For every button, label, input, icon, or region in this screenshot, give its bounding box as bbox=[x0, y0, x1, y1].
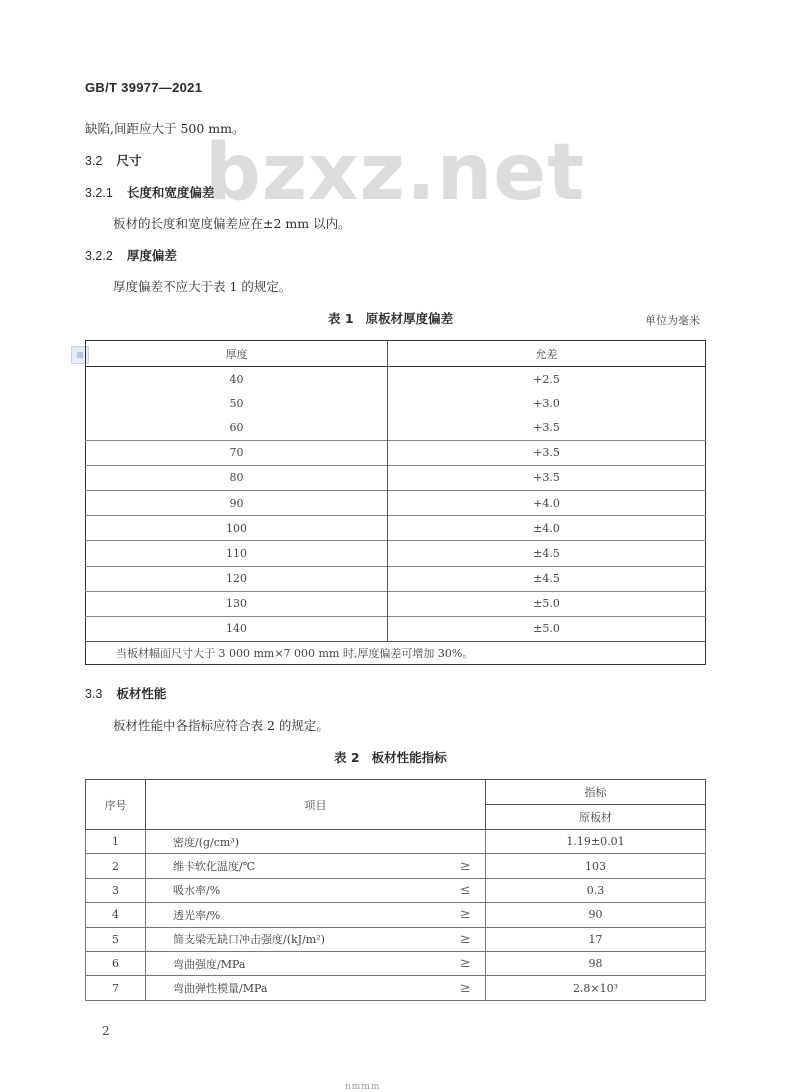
value-cell: 98 bbox=[486, 951, 706, 975]
section-number: 3.2.1 bbox=[85, 186, 113, 200]
thickness-cell: 140 bbox=[86, 616, 388, 641]
table-note-row bbox=[86, 642, 706, 665]
table-caption-number: 表 1 bbox=[328, 311, 354, 326]
table-row bbox=[86, 440, 706, 465]
table-row bbox=[86, 516, 706, 541]
thickness-tolerance-table bbox=[85, 340, 706, 665]
thickness-cell: 80 bbox=[86, 465, 388, 490]
seq-cell: 3 bbox=[86, 878, 146, 902]
table-row bbox=[86, 465, 706, 490]
thickness-cell: 60 bbox=[86, 415, 388, 440]
thickness-cell: 110 bbox=[86, 541, 388, 566]
table-row bbox=[86, 951, 706, 975]
tolerance-cell: ±5.0 bbox=[388, 591, 706, 616]
table-note: 当板材幅面尺寸大于 3 000 mm×7 000 mm 时,厚度偏差可增加 30%。 bbox=[86, 642, 706, 665]
tolerance-cell: +3.5 bbox=[533, 420, 560, 434]
thickness-cell: 120 bbox=[86, 566, 388, 591]
table-row bbox=[86, 566, 706, 591]
table-caption-title: 原板材厚度偏差 bbox=[365, 311, 454, 326]
table-header-row bbox=[86, 780, 706, 805]
watermark: bzxz.net bbox=[205, 128, 586, 218]
item-cell: 弯曲强度/MPa bbox=[146, 951, 446, 975]
header-thickness: 厚度 bbox=[86, 341, 388, 367]
comparator-cell: ≥ bbox=[446, 854, 486, 878]
section-title: 厚度偏差 bbox=[126, 248, 177, 263]
section-number: 3.2 bbox=[85, 154, 103, 168]
section-3-2-1-heading bbox=[85, 183, 214, 201]
section-title: 长度和宽度偏差 bbox=[126, 185, 215, 200]
section-number: 3.3 bbox=[85, 687, 103, 701]
table-row bbox=[86, 830, 706, 854]
tolerance-cell: ±4.5 bbox=[388, 541, 706, 566]
section-title: 尺寸 bbox=[116, 153, 142, 168]
bottom-mark: nmmm bbox=[345, 1082, 381, 1092]
table-row bbox=[86, 391, 706, 415]
table-row bbox=[86, 415, 706, 440]
tolerance-cell: ±5.0 bbox=[388, 616, 706, 641]
comparator-cell: ≥ bbox=[446, 951, 486, 975]
seq-cell: 1 bbox=[86, 830, 146, 854]
table-header-row bbox=[86, 341, 706, 367]
thickness-cell: 90 bbox=[86, 490, 388, 515]
table-row bbox=[86, 591, 706, 616]
table-caption-number: 表 2 bbox=[334, 750, 360, 765]
table1-caption bbox=[328, 309, 453, 327]
thickness-cell: 50 bbox=[86, 391, 388, 415]
table2-caption bbox=[334, 748, 447, 766]
table-row bbox=[86, 616, 706, 641]
tolerance-cell: ±4.5 bbox=[388, 566, 706, 591]
seq-cell: 6 bbox=[86, 951, 146, 975]
thickness-cell: 100 bbox=[86, 516, 388, 541]
header-original-sheet: 原板材 bbox=[486, 805, 706, 830]
header-index: 指标 bbox=[486, 780, 706, 805]
value-cell: 0.3 bbox=[486, 878, 706, 902]
tolerance-cell: ±4.0 bbox=[388, 516, 706, 541]
thickness-cell: 40 bbox=[86, 367, 388, 392]
section-3-2-heading bbox=[85, 151, 141, 169]
performance-index-table bbox=[85, 779, 706, 1001]
comparator-cell: ≥ bbox=[446, 976, 486, 1000]
seq-cell: 7 bbox=[86, 976, 146, 1000]
tolerance-cell: +3.5 bbox=[388, 465, 706, 490]
table-row bbox=[86, 854, 706, 878]
tolerance-cell: +2.5 bbox=[533, 372, 560, 386]
header-tolerance: 允差 bbox=[388, 341, 706, 367]
item-cell: 简支梁无缺口冲击强度/(kJ/m²) bbox=[146, 927, 446, 951]
comparator-cell: ≥ bbox=[446, 903, 486, 927]
item-cell: 密度/(g/cm³) bbox=[146, 830, 486, 854]
value-cell: 2.8×10³ bbox=[486, 976, 706, 1000]
value-cell: 1.19±0.01 bbox=[486, 830, 706, 854]
section-3-2-2-heading bbox=[85, 246, 177, 264]
value-cell: 17 bbox=[486, 927, 706, 951]
standard-code: GB/T 39977—2021 bbox=[85, 80, 203, 95]
tolerance-cell: +3.5 bbox=[388, 440, 706, 465]
seq-cell: 4 bbox=[86, 903, 146, 927]
table-row bbox=[86, 878, 706, 902]
table-row bbox=[86, 903, 706, 927]
header-seq: 序号 bbox=[86, 780, 146, 830]
section-number: 3.2.2 bbox=[85, 249, 113, 263]
value-cell: 103 bbox=[486, 854, 706, 878]
section-title: 板材性能 bbox=[116, 686, 167, 701]
header-item: 项目 bbox=[146, 780, 486, 830]
section-3-2-2-body: 厚度偏差不应大于表 1 的规定。 bbox=[113, 279, 292, 294]
table-row bbox=[86, 541, 706, 566]
value-cell: 90 bbox=[486, 903, 706, 927]
section-3-3-body: 板材性能中各指标应符合表 2 的规定。 bbox=[113, 718, 329, 733]
comparator-cell: ≥ bbox=[446, 927, 486, 951]
comparator-cell: ≤ bbox=[446, 878, 486, 902]
table-row bbox=[86, 927, 706, 951]
item-cell: 透光率/% bbox=[146, 903, 446, 927]
seq-cell: 5 bbox=[86, 927, 146, 951]
margin-tag-icon: ▤ bbox=[71, 346, 89, 364]
thickness-cell: 70 bbox=[86, 440, 388, 465]
section-3-3-heading bbox=[85, 684, 166, 702]
page-number: 2 bbox=[102, 1024, 110, 1038]
table-row bbox=[86, 367, 706, 392]
item-cell: 维卡软化温度/℃ bbox=[146, 854, 446, 878]
section-3-2-1-body: 板材的长度和宽度偏差应在±2 mm 以内。 bbox=[113, 216, 351, 231]
item-cell: 弯曲弹性模量/MPa bbox=[146, 976, 446, 1000]
tolerance-cell: +3.0 bbox=[533, 396, 560, 410]
table-caption-title: 板材性能指标 bbox=[371, 750, 447, 765]
item-cell: 吸水率/% bbox=[146, 878, 446, 902]
continued-text: 缺陷,间距应大于 500 mm。 bbox=[85, 121, 245, 136]
table-row bbox=[86, 976, 706, 1000]
tolerance-cell: +4.0 bbox=[388, 490, 706, 515]
thickness-cell: 130 bbox=[86, 591, 388, 616]
table1-unit: 单位为毫米 bbox=[645, 314, 700, 327]
seq-cell: 2 bbox=[86, 854, 146, 878]
table-row bbox=[86, 490, 706, 515]
